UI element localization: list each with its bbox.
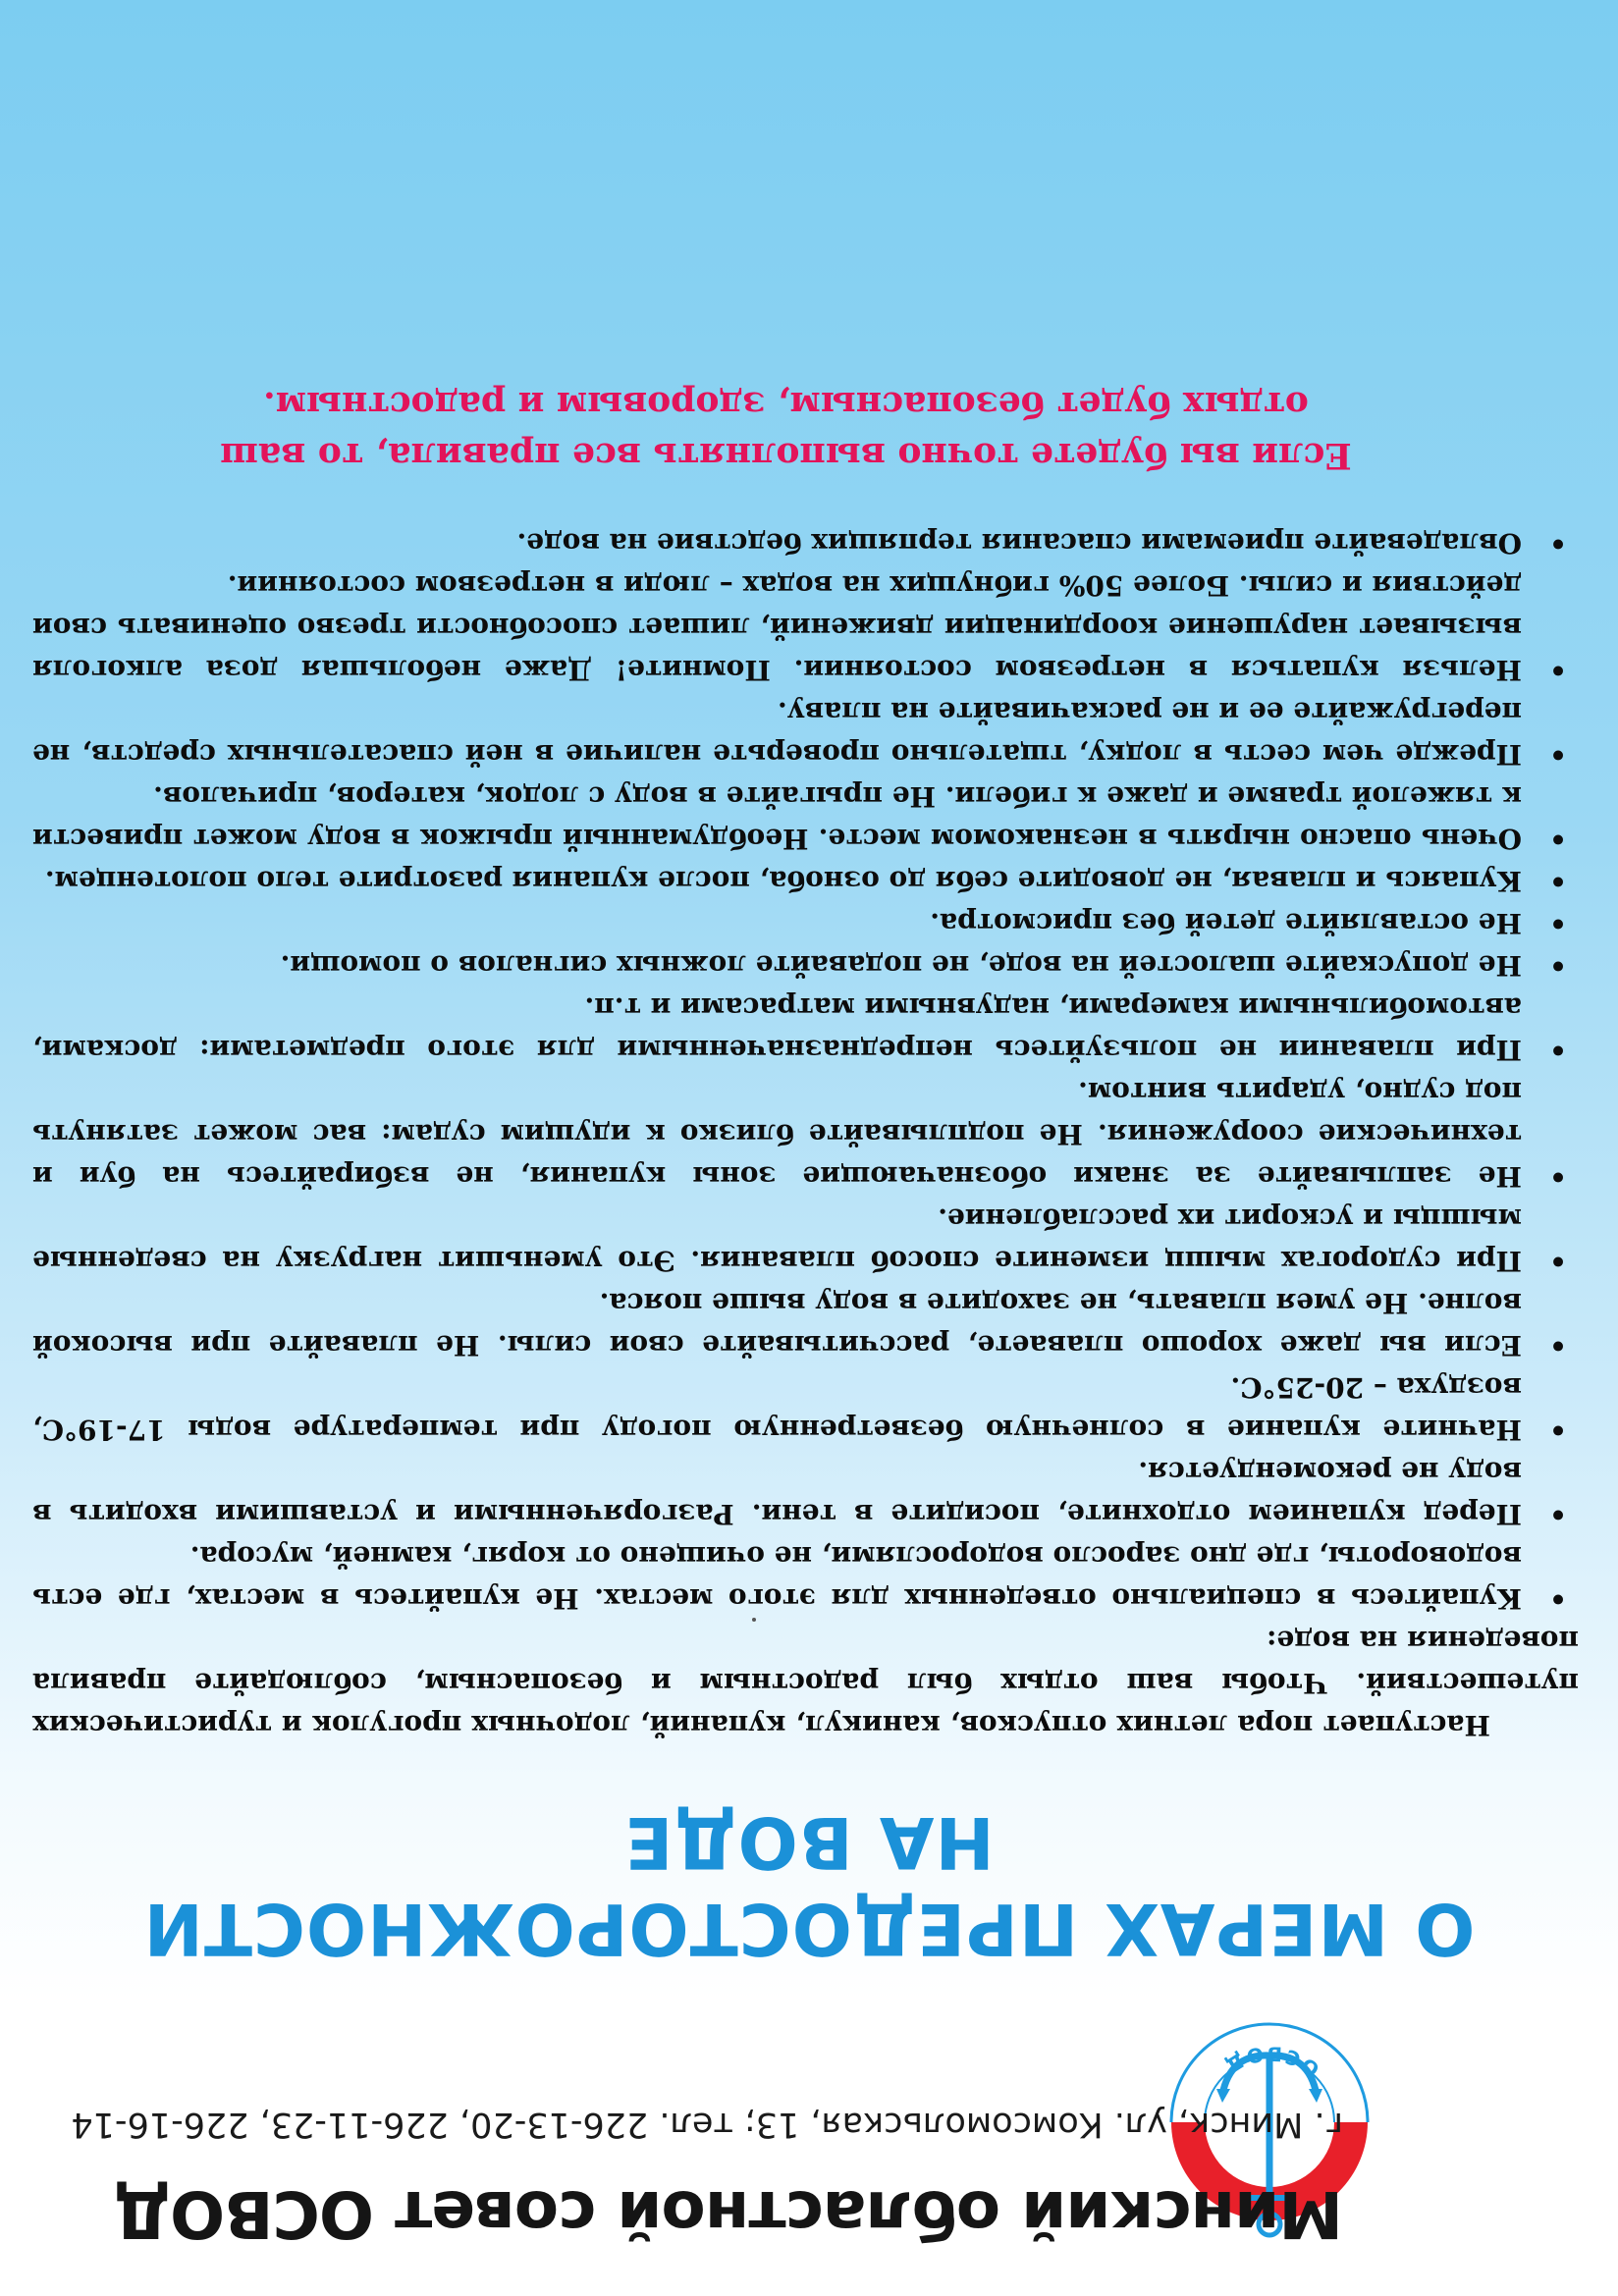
title-line-1: О МЕРАХ ПРЕДОСТОРОЖНОСТИ <box>142 1888 1476 1970</box>
rule-text: Не заплывайте за знаки обозначающие зоны купания, не взбирайтесь на буи и технические сооружения. Не подплывайте близко к идущим судам: вас может затянуть под судно, ударить винтом. <box>32 1076 1522 1193</box>
bullet-icon: • <box>1549 1245 1567 1277</box>
bullet-icon: • <box>1549 1582 1567 1615</box>
rule-item <box>32 987 1579 1071</box>
closing-line-2: отдых будет безопасным, здоровым и радостным. <box>263 384 1309 425</box>
logo-text: ОСВОД <box>1216 2042 1324 2082</box>
rule-item <box>32 522 1579 564</box>
rule-item <box>32 1071 1579 1198</box>
rule-text: Если вы даже хорошо плаваете, рассчитывайте свои силы. Не плавайте при высокой волне. Не умея плавать, не заходите в воду выше пояса. <box>32 1287 1522 1362</box>
rules-list <box>32 522 1579 1620</box>
bullet-icon: • <box>1549 949 1567 982</box>
rule-item <box>32 1282 1579 1366</box>
rule-text: При судорогах мышц измените способ плавания. Это уменьшит нагрузку на сведенные мышцы и ускорит их расслабление. <box>32 1202 1522 1277</box>
closing-message <box>32 379 1579 481</box>
rule-item <box>32 775 1579 860</box>
rule-text: Не допускайте шалостей на воде, не подавайте ложных сигналов о помощи. <box>280 949 1522 982</box>
bullet-icon: • <box>1549 907 1567 939</box>
rule-text: Не оставляйте детей без присмотра. <box>930 907 1522 939</box>
rule-item <box>32 1535 1579 1620</box>
rule-item <box>32 691 1579 775</box>
rule-item <box>32 1451 1579 1535</box>
organization-address: г. Минск, ул. Комсомольская, 13; тел. 226-13-20, 226-11-23, 226-16-14 <box>71 2105 1343 2144</box>
bullet-icon: • <box>1549 823 1567 855</box>
intro-paragraph: Наступает пора летних отпусков, каникул, купаний, лодочных прогулок и туристических путешествий. Чтобы ваш отдых был радостным и безопасным, соблюдайте правила поведения на воде: <box>32 1625 1579 1741</box>
rule-text: Прежде чем сесть в лодку, тщательно проверьте наличие в ней спасательных средств, не перегружайте ее и не раскачивайте на плаву. <box>32 696 1522 771</box>
main-text <box>32 379 1579 1746</box>
rule-item <box>32 1366 1579 1451</box>
bullet-icon: • <box>1549 654 1567 686</box>
bullet-icon: • <box>1549 865 1567 897</box>
rule-text: Очень опасно нырять в незнакомом месте. Необдуманный прыжок в воду может привести к тяжелой травме и даже к гибели. Не прыгайте в воду с лодок, катеров, причалов. <box>32 780 1522 855</box>
bullet-icon: • <box>1549 1414 1567 1446</box>
bullet-icon: • <box>1549 738 1567 771</box>
rule-text: Купаясь и плавая, не доводите себя до озноба, после купания разотрите тело полотенцем. <box>44 865 1522 897</box>
rule-text: Овладевайте приемами спасания терпящих бедствие на воде. <box>516 527 1522 560</box>
bullet-icon: • <box>1549 1498 1567 1530</box>
rule-item <box>32 902 1579 944</box>
bullet-icon: • <box>1549 1034 1567 1066</box>
rule-text: Нельзя купаться в нетрезвом состоянии. Помните! Даже небольшая доза алкоголя вызывает нарушение координации движений, лишает способности трезво оценивать свои действия и силы. Более 50% гибнущих на водах – люди в нетрезвом состоянии. <box>32 569 1522 686</box>
rule-text: При плавании не пользуйтесь непредназначенными для этого предметами: досками, автомобильными камерами, надувными матрасами и т.п. <box>32 991 1522 1066</box>
bullet-icon: • <box>1549 1160 1567 1193</box>
title-line-2: НА ВОДЕ <box>623 1801 995 1884</box>
rule-item <box>32 564 1579 691</box>
rule-text: Перед купанием отдохните, посидите в тени. Разгоряченными и уставшими входить в воду не рекомендуется. <box>32 1456 1522 1530</box>
bullet-icon: • <box>1549 1329 1567 1362</box>
organization-name: Минский областной совет ОСВОД <box>114 2176 1343 2252</box>
page-title <box>0 1799 1618 1972</box>
bullet-icon: • <box>1549 527 1567 560</box>
scan-speck <box>752 1618 756 1622</box>
closing-line-1: Если вы будете точно выполнять все правила, то ваш <box>220 435 1352 476</box>
rule-text: Начните купание в солнечную безветренную погоду при температуре воды 17-19°С, воздуха – 20-25°С. <box>32 1371 1522 1446</box>
rule-item <box>32 944 1579 987</box>
header <box>0 2002 1618 2296</box>
rule-item <box>32 1198 1579 1282</box>
rule-text: Купайтесь в специально отведенных для этого местах. Не купайтесь в местах, где есть водовороты, где дно заросло водорослями, не очищено от коряг, камней, мусора. <box>32 1540 1522 1615</box>
rule-item <box>32 860 1579 902</box>
